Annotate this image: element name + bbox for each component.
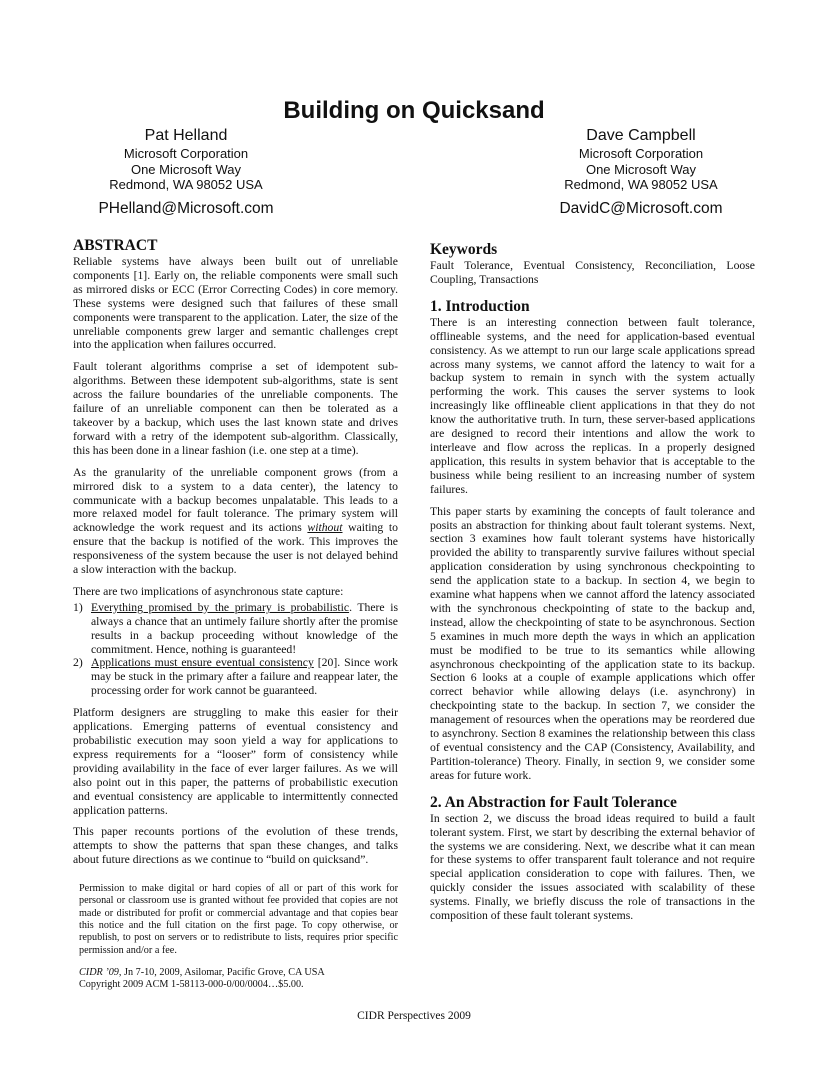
- author-name: Dave Campbell: [586, 127, 696, 144]
- abstract-paragraph-3: [73, 466, 398, 577]
- section-paragraph: In section 2, we discuss the broad ideas required to build a fault tolerant system. First, we start by describing the external behavior of the systems we are considering. Next, we describe what it can mean for these systems to offer transparent fault tolerance and not require special application consideration to cope with failures. Then, we quickly consider the issues associated with scalability of these systems. Finally, we briefly discuss the role of transactions in the composition of these fault tolerant systems.: [430, 811, 755, 923]
- author-city: Redmond, WA 98052 USA: [109, 177, 263, 192]
- copyright-line: Copyright 2009 ACM 1-58113-000-0/00/0004…$5.00.: [79, 979, 304, 991]
- abstract-heading: ABSTRACT: [73, 237, 158, 254]
- paper-title: Building on Quicksand: [283, 97, 545, 124]
- abstract-paragraph-5: Platform designers are struggling to make this easier for their applications. Emerging patterns of eventual consistency and probabilistic execution may soon yield a way for applications to express requirements for a “looser” form of consistency while providing availability in the face of ever larger failures. As we will also point out in this paper, the patterns of probabilistic execution and eventual consistency are applicable to intermittently connected application patterns.: [73, 706, 398, 817]
- author-name: Pat Helland: [144, 127, 228, 144]
- keywords-text: Fault Tolerance, Eventual Consistency, Reconciliation, Loose Coupling, Transactions: [430, 259, 755, 286]
- conference-line: [79, 967, 398, 979]
- author-city: Redmond, WA 98052 USA: [564, 177, 718, 192]
- permission-notice: Permission to make digital or hard copies of all or part of this work for personal or classroom use is granted without fee provided that copies are not made or distributed for profit or commercial advantage and that copies bear this notice and the full citation on the first page. To copy otherwise, or republish, to post on servers or to redistribute to lists, requires prior specific permission and/or a fee.: [79, 883, 398, 956]
- text-run: [20]. Since work may be stuck in the primary after a failure and reappear later, the processing order for work cannot be guaranteed.: [91, 656, 398, 698]
- underlined-phrase: Applications must ensure eventual consistency: [91, 656, 314, 670]
- implications-list: [73, 601, 398, 698]
- list-number: 2): [73, 656, 83, 670]
- abstract-paragraph-1: Reliable systems have always been built out of unreliable components [1]. Early on, the reliable components were small such as mirrored disks or ECC (Error Correcting Codes) in core memory. These systems were designed such that failures of these small components were transparent to the application. Later, the size of the unreliable components grew larger and semantic challenges crept into the application when failures occurred.: [73, 255, 398, 352]
- text-run: . There is always a chance that an untimely failure shortly after the promise results in a backup proceeding without knowledge of the commitment. Hence, nothing is guaranteed!: [91, 600, 398, 656]
- page-footer: CIDR Perspectives 2009: [357, 1010, 471, 1022]
- author-organization: Microsoft Corporation: [123, 146, 249, 161]
- abstract-paragraph-4: There are two implications of asynchronous state capture:: [73, 584, 344, 598]
- conference-details: , Jn 7-10, 2009, Asilomar, Pacific Grove, CA USA: [118, 966, 325, 978]
- conference-name: CIDR ’09: [79, 966, 119, 978]
- list-item: [73, 601, 398, 657]
- author-street: One Microsoft Way: [130, 161, 242, 177]
- emphasized-word: without: [307, 521, 343, 535]
- author-street: One Microsoft Way: [585, 161, 697, 177]
- list-number: 1): [73, 600, 83, 614]
- author-block-2: [501, 126, 781, 219]
- right-column: [430, 236, 755, 931]
- author-email: PHelland@Microsoft.com: [98, 199, 274, 217]
- section-heading-introduction: 1. Introduction: [430, 297, 530, 315]
- left-column: [73, 236, 398, 992]
- keywords-heading: Keywords: [430, 241, 498, 258]
- section-heading-abstraction: 2. An Abstraction for Fault Tolerance: [430, 793, 677, 811]
- section-paragraph: This paper starts by examining the concepts of fault tolerance and posits an abstraction for thinking about fault tolerant systems. Next, section 3 examines how fault tolerant systems have historically provided the ability to transparently survive failures without special application consideration by using synchronous checkpointing to send the application state to a backup. In section 4, we begin to examine what happens when we cannot afford the latency associated with the synchronous checkpointing of state to the backup and, instead, allow the checkpointing of state to be asynchronous. Section 5 examines in much more depth the ways in which an application must be modified to be true to its semantics while allowing asynchronous checkpointing of the application state to its backup. Section 6 looks at a couple of example applications which offer correct behavior while allowing delays (i.e. asynchrony) in checkpointing state to the backup. In section 7, we consider the management of resources when the operations may be reordered due to asynchrony. Section 8 examines the relationship between this class of eventual consistency and the CAP (Consistency, Availability, and Partition-tolerance) Theory. Finally, in section 9, we consider some areas for future work.: [430, 504, 755, 782]
- underlined-phrase: Everything promised by the primary is probabilistic: [91, 600, 350, 614]
- author-block-1: [46, 126, 326, 219]
- author-organization: Microsoft Corporation: [578, 146, 704, 161]
- section-paragraph: There is an interesting connection between fault tolerance, offlineable systems, and the need for application-based eventual consistency. As we attempt to run our large scale applications spread across many systems, we cannot afford the latency to wait for a backup system to remain in synch with the system actually performing the work. This causes the server systems to look increasingly like offlineable client applications in that they do not know the authoritative truth. In turn, these server-based applications are designed to record their intentions and allow the work to interleave and flow across the replicas. In a properly designed application, this results in system behavior that is acceptable to the business while being resilient to an increasing number of system failures.: [430, 315, 755, 496]
- text-run: waiting to ensure that the backup is notified of the work. This improves the responsiveness of the system because the user is not delayed behind a slow interaction with the backup.: [73, 521, 398, 577]
- author-email: DavidC@Microsoft.com: [559, 199, 723, 217]
- text-run: As the granularity of the unreliable component grows (from a mirrored disk to a system to a data center), the latency to communicate with a backup becomes unpalatable. This leads to a more relaxed model for fault tolerance. The primary system will acknowledge the work request and its actions: [73, 465, 398, 535]
- conference-info: [73, 967, 398, 992]
- abstract-paragraph-2: Fault tolerant algorithms comprise a set of idempotent sub-algorithms. Between these idempotent sub-algorithms, state is sent across the failure boundaries of the unreliable components. The failure of an unreliable component can then be tolerated as a takeover by a backup, which uses the last known state and drives forward with a retry of the idempotent sub-algorithm. Classically, this has been done in a linear fashion (i.e. one step at a time).: [73, 360, 398, 457]
- abstract-paragraph-6: This paper recounts portions of the evolution of these trends, attempts to show the patterns that span these changes, and talks about future directions as we continue to “build on quicksand”.: [73, 825, 398, 867]
- list-item: [73, 656, 398, 698]
